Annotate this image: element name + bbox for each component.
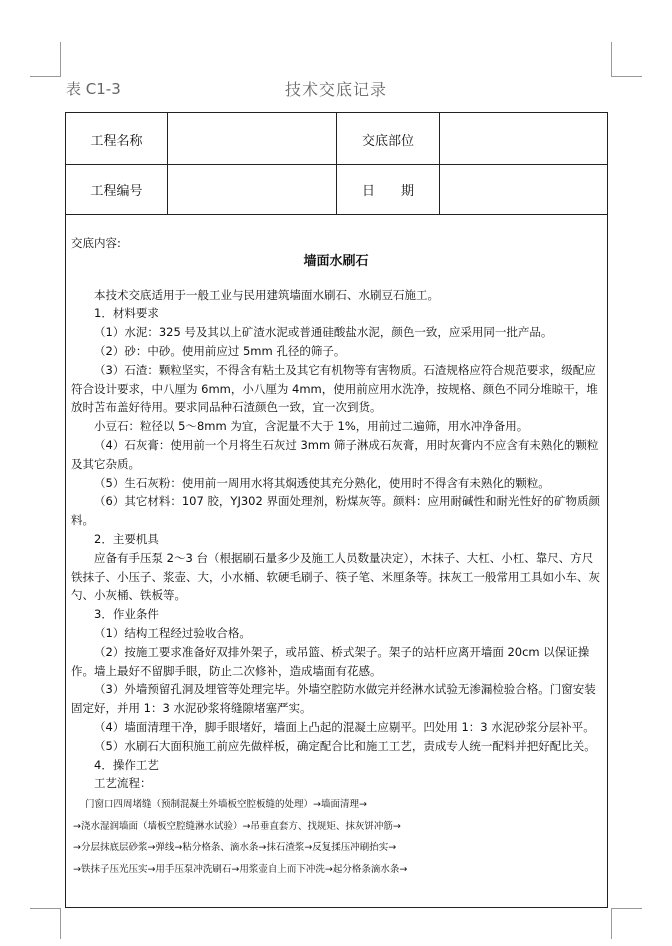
- column-divider: [439, 113, 440, 214]
- content-paragraph: （1）结构工程经过验收合格。: [94, 625, 251, 640]
- content-paragraph: 应备有手压泵 2～3 台（根据刷石量多少及施工人员数量决定），木抹子、大杠、小杠、靠尺、方尺铁抹子、小压子、浆壶、大，小水桶、软硬毛刷子、筷子笔、米厘条等。抹灰工一般常用工具如小车、灰勺、小灰桶、铁板等。: [71, 550, 600, 603]
- process-flow-line: 门窗口四周堵缝（预制混凝土外墙板空腔板缝的处理）→墙面清理→: [85, 799, 367, 811]
- content-paragraph: （6）其它材料：107 胶，YJ302 界面处理剂，粉煤灰等。颜料：应用耐碱性和耐光性好的矿物质颜料。: [71, 494, 600, 528]
- record-table: [65, 112, 608, 908]
- date-label: 日 期: [361, 184, 414, 199]
- section-heading: 4．操作工艺: [94, 757, 159, 772]
- section-heading: 2．主要机具: [94, 531, 159, 546]
- content-paragraph: （1）水泥：325 号及其以上矿渣水泥或普通硅酸盐水泥，颜色一致，应采用同一批产品。: [94, 325, 553, 340]
- crop-mark-bottom-left: [30, 908, 61, 939]
- content-paragraph: （5）生石灰粉：使用前一周用水将其焖透使其充分熟化，使用时不得含有未熟化的颗粒。: [94, 475, 550, 490]
- column-divider: [167, 113, 168, 214]
- process-flow-heading: 工艺流程：: [94, 776, 152, 791]
- content-paragraph: 本技术交底适用于一般工业与民用建筑墙面水刷石、水刷豆石施工。: [94, 287, 439, 302]
- content-paragraph: 小豆石：粒径以 5～8mm 为宜，含泥量不大于 1%，用前过二遍筛，用水冲净备用。: [94, 419, 529, 434]
- content-paragraph: （2）按施工要求准备好双排外架子，或吊篮、桥式架子。架子的站杆应离开墙面 20cm 以保证操作。墙上最好不留脚手眼，防止二次修补，造成墙面有花感。: [71, 644, 590, 678]
- process-flow-line: →分层抹底层砂浆→弹线→粘分格条、滴水条→抹石渣浆→反复揉压冲刷抬实→: [73, 842, 397, 854]
- form-code: 表 C1-3: [66, 80, 121, 98]
- row-divider: [66, 214, 607, 215]
- content-paragraph: （4）墙面清理干净，脚手眼堵好，墙面上凸起的混凝土应剔平。凹处用 1：3 水泥砂浆分层补平。: [94, 719, 595, 734]
- crop-mark-top-right: [611, 42, 642, 77]
- content-label: 交底内容:: [71, 236, 121, 250]
- section-heading: 3．作业条件: [94, 607, 159, 622]
- process-flow: [71, 794, 601, 880]
- disclosure-content: [71, 224, 601, 880]
- content-paragraph: （3）外墙预留孔洞及埋管等处理完毕。外墙空腔防水做完并经淋水试验无渗漏检验合格。门窗安装固定好，并用 1：3 水泥砂浆将缝隙堵塞严实。: [71, 682, 596, 716]
- content-paragraph: （2）砂：中砂。使用前应过 5mm 孔径的筛子。: [94, 343, 346, 358]
- content-paragraph: （5）水刷石大面积施工前应先做样板，确定配合比和施工工艺，责成专人统一配料并把好配比关。: [94, 738, 596, 753]
- document-title: 技术交底记录: [284, 80, 387, 99]
- crop-mark-bottom-right: [611, 908, 642, 939]
- project-number-label: 工程编号: [90, 184, 143, 199]
- project-name-label: 工程名称: [90, 134, 143, 149]
- content-paragraph: （3）石渣：颗粒坚实，不得含有粘土及其它有机物等有害物质。石渣规格应符合规范要求，级配应符合设计要求，中八厘为 6mm，小八厘为 4mm，使用前应用水洗净，按规格、颜色不同分堆晾干，堆放时苫布盖好待用。要求同品种石渣颜色一致，宜一次到货。: [71, 362, 598, 415]
- crop-mark-top-left: [30, 42, 61, 77]
- section-heading: 1．材料要求: [94, 306, 159, 321]
- content-topic: 墙面水刷石: [303, 253, 369, 269]
- location-label: 交底部位: [361, 134, 414, 149]
- content-paragraph: （4）石灰膏：使用前一个月将生石灰过 3mm 筛子淋成石灰膏，用时灰膏内不应含有未熟化的颗粒及其它杂质。: [71, 437, 599, 471]
- process-flow-line: →浇水湿润墙面（墙板空腔缝淋水试验）→吊垂直套方、找规矩、抹灰饼冲筋→: [73, 820, 401, 832]
- process-flow-line: →铁抹子压光压实→用手压泵冲洗刷石→用浆壶自上而下冲洗→起分格条滴水条→: [73, 863, 408, 875]
